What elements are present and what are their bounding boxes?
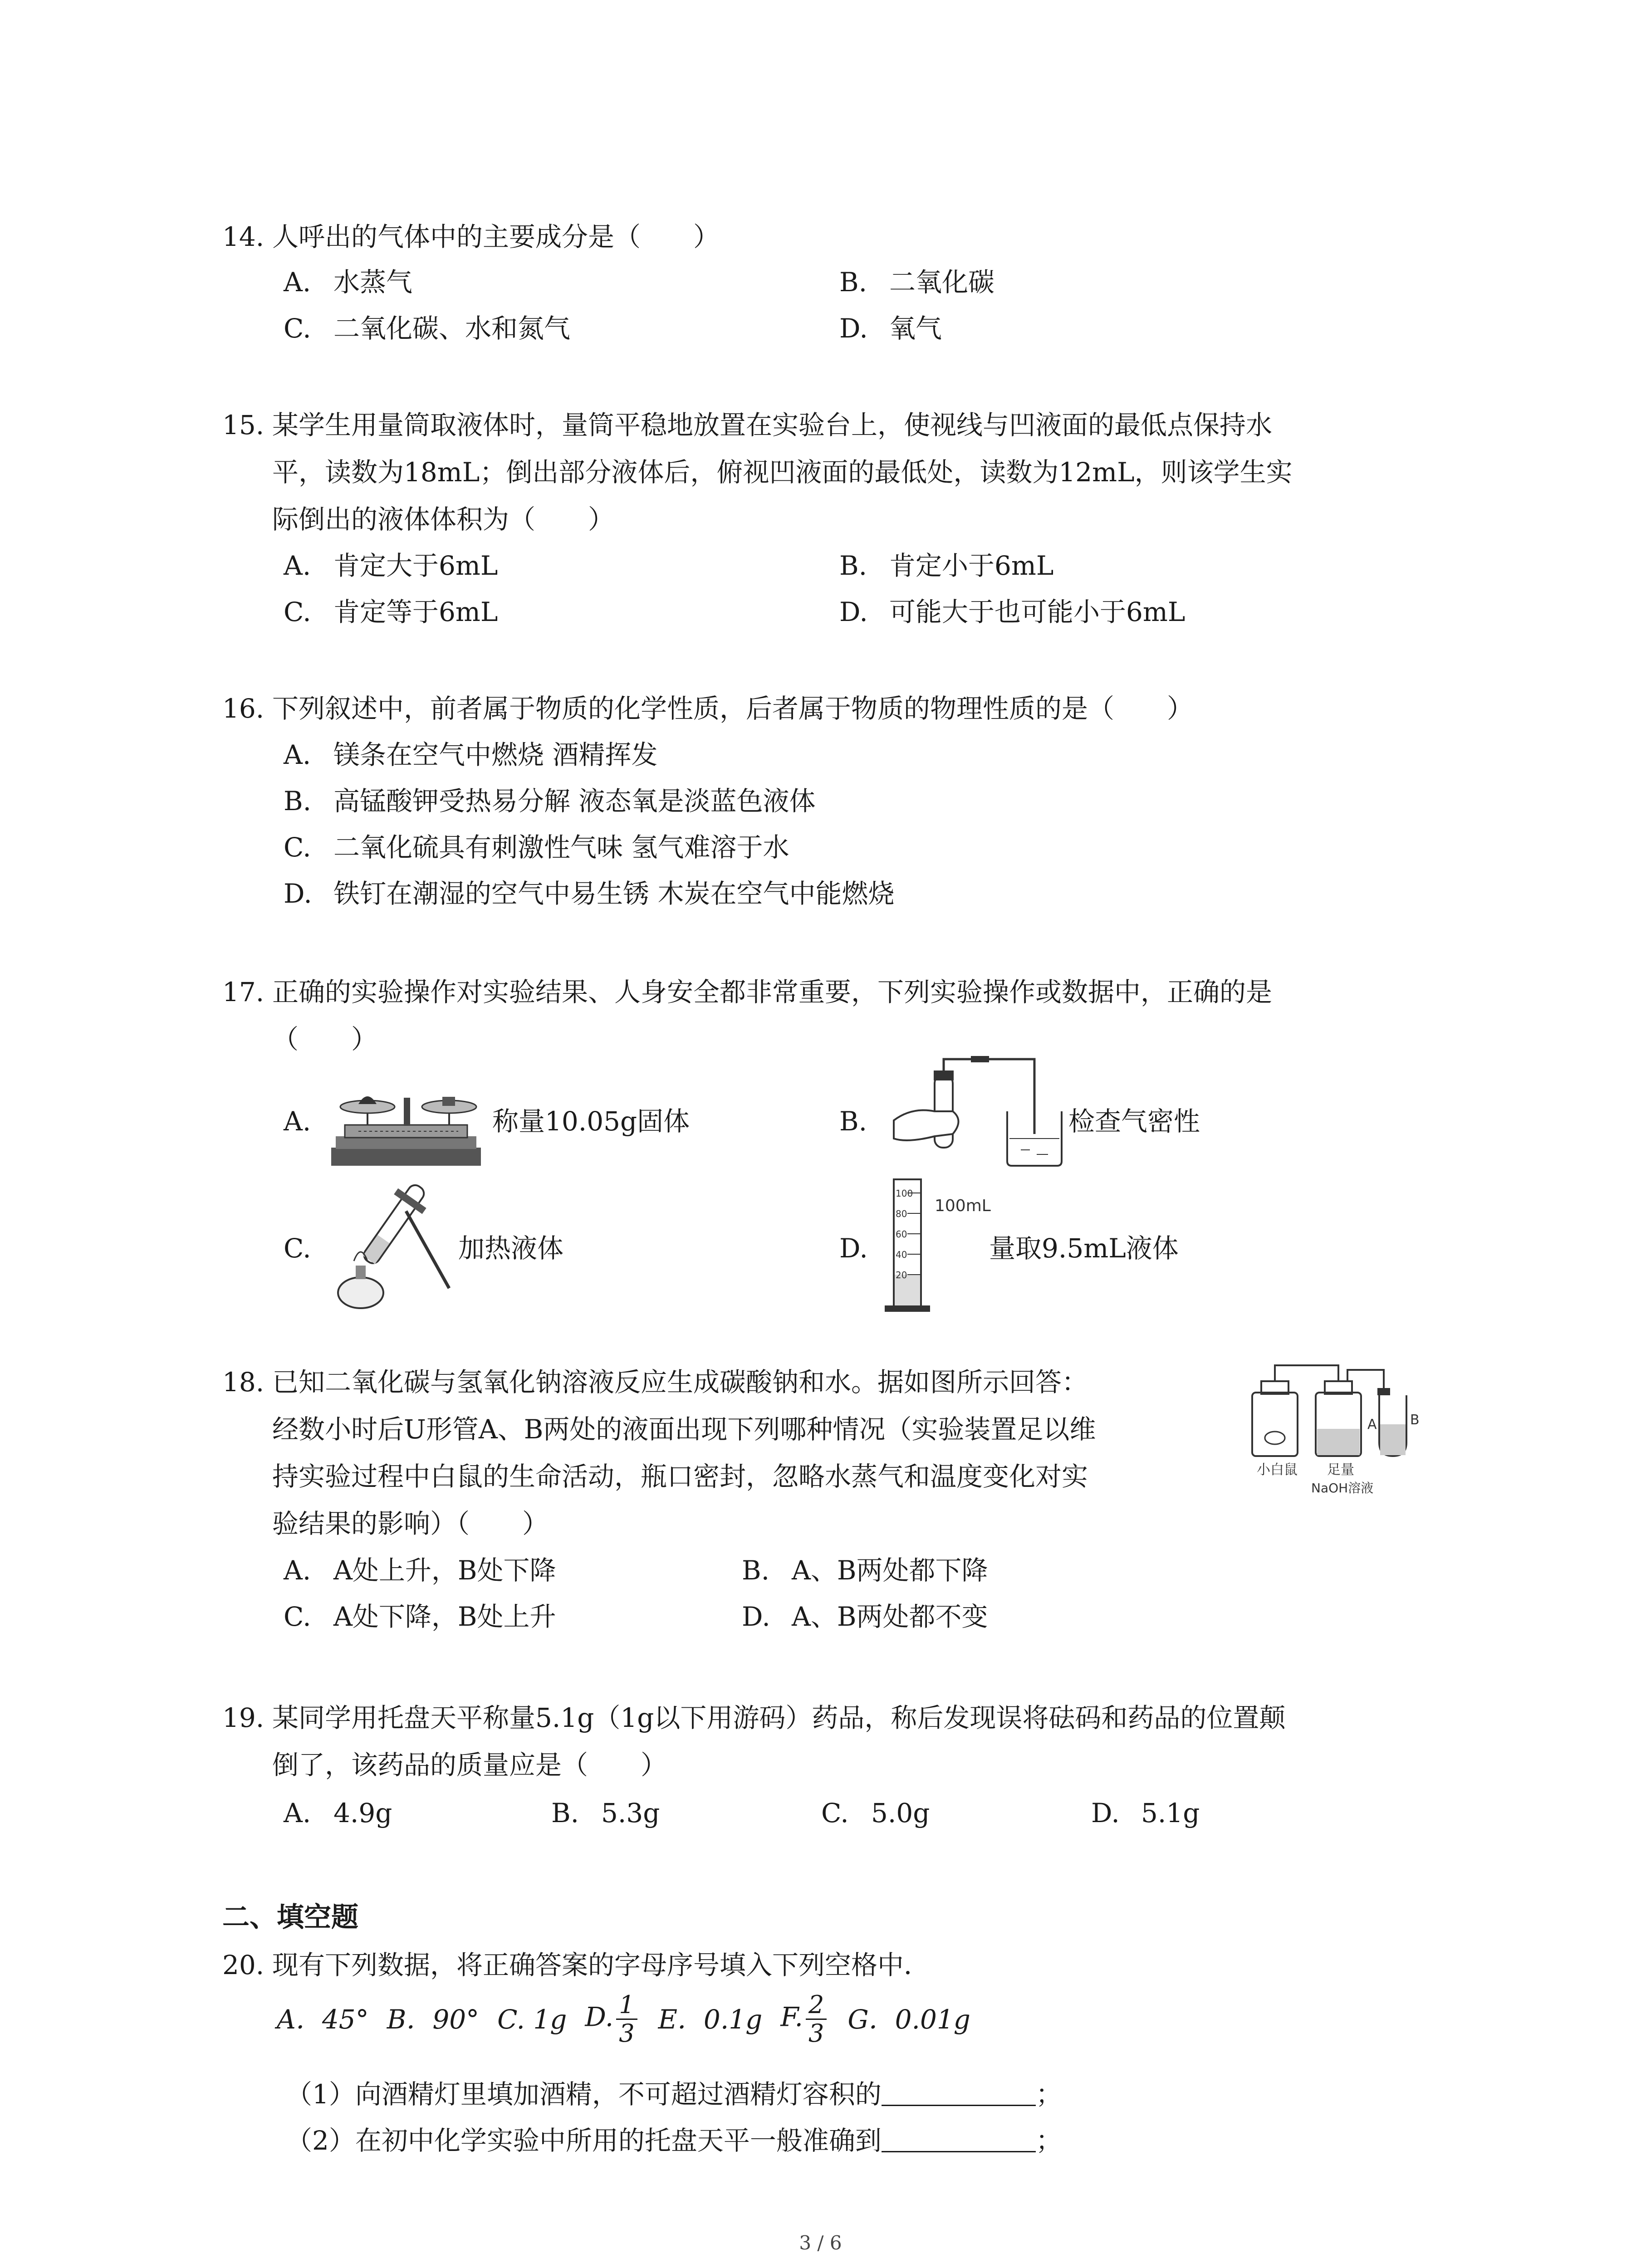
cylinder-tick-label: 80	[896, 1208, 907, 1219]
option-label: C.	[284, 313, 311, 344]
data-option-g: G．0.01g	[847, 2004, 970, 2035]
option-text: A处上升，B处下降	[333, 1555, 556, 1586]
question-stem-line: （ ）	[272, 1024, 378, 1055]
option-text: 铁钉在潮湿的空气中易生锈 木炭在空气中能燃烧	[333, 878, 895, 909]
option-label: A.	[284, 1555, 311, 1586]
option-d-label[interactable]: D.	[839, 1233, 868, 1264]
answer-blank[interactable]	[882, 2081, 1036, 2106]
option-d[interactable]	[839, 305, 942, 352]
question-stem-line: 正确的实验操作对实验结果、人身安全都非常重要，下列实验操作或数据中，正确的是	[272, 977, 1273, 1007]
option-d[interactable]	[839, 588, 1185, 635]
tube-holder-clamp	[394, 1188, 426, 1214]
option-text: 5.0g	[871, 1798, 930, 1828]
apparatus-illustration	[1248, 1356, 1447, 1506]
question-number: 16.	[222, 693, 265, 724]
option-label: C.	[284, 596, 311, 627]
option-label: A.	[284, 739, 311, 770]
option-label: D.	[839, 313, 868, 344]
option-label: B.	[839, 550, 867, 581]
option-text: A、B两处都不变	[792, 1601, 988, 1632]
option-c[interactable]	[821, 1789, 930, 1837]
weight	[442, 1097, 455, 1106]
question-stem-line: 持实验过程中白鼠的生命活动，瓶口密封，忽略水蒸气和温度变化对实	[272, 1461, 1088, 1492]
question-stem-line: 经数小时后U形管A、B两处的液面出现下列哪种情况（实验装置足以维	[272, 1414, 1096, 1445]
question-14	[222, 213, 1447, 260]
question-20	[222, 1941, 1447, 1989]
option-text: 二氧化碳、水和氮气	[333, 313, 571, 344]
option-text: 4.9g	[333, 1798, 392, 1828]
sub-question-2	[286, 2117, 1062, 2164]
cylinder-tick-label: 60	[896, 1229, 907, 1240]
option-b-text: 检查气密性	[1068, 1106, 1200, 1137]
option-text: 镁条在空气中燃烧 酒精挥发	[333, 739, 658, 770]
question-15	[222, 401, 1447, 543]
fraction-denominator: 3	[619, 2019, 635, 2048]
lamp-wick	[356, 1266, 366, 1279]
fraction-numerator: 1	[616, 1991, 637, 2020]
option-c[interactable]	[284, 824, 789, 871]
cylinder-tick-label: 20	[896, 1270, 907, 1281]
question-stem-line: 已知二氧化碳与氢氧化钠溶液反应生成碳酸钠和水。据如图所示回答：	[272, 1367, 1088, 1398]
option-a[interactable]	[284, 259, 412, 306]
option-b[interactable]	[839, 542, 1053, 589]
data-option-e: E．0.1g	[658, 2004, 763, 2035]
u-tube-liquid	[1380, 1424, 1406, 1455]
option-d[interactable]	[742, 1593, 988, 1640]
question-stem-line: 验结果的影响）（ ）	[272, 1508, 549, 1539]
graduated-cylinder-illustration	[876, 1175, 994, 1315]
semicolon: ；	[1035, 2079, 1062, 2110]
naoh-solution	[1317, 1429, 1360, 1455]
question-number: 15.	[222, 410, 265, 440]
option-a-label[interactable]: A.	[284, 1106, 311, 1137]
data-option-d	[585, 1991, 640, 2047]
option-a[interactable]	[284, 1547, 556, 1594]
question-stem: 人呼出的气体中的主要成分是（ ）	[272, 221, 720, 252]
cylinder-capacity-label: 100mL	[935, 1197, 991, 1215]
option-text: 二氧化硫具有刺激性气味 氢气难溶于水	[333, 832, 789, 863]
option-d[interactable]	[1091, 1789, 1200, 1837]
option-text: 二氧化碳	[889, 267, 995, 298]
solid-sample	[358, 1096, 377, 1104]
label-naoh-solution: NaOH溶液	[1311, 1481, 1374, 1496]
question-stem: 下列叙述中，前者属于物质的化学性质，后者属于物质的物理性质的是（ ）	[272, 693, 1194, 724]
option-c[interactable]	[284, 588, 498, 635]
tube-holder-handle	[406, 1211, 449, 1288]
semicolon: ；	[1035, 2125, 1062, 2156]
option-text: 水蒸气	[333, 267, 413, 298]
data-options-row	[277, 1991, 970, 2047]
option-b[interactable]	[551, 1789, 660, 1837]
option-b-label[interactable]: B.	[839, 1106, 867, 1137]
option-text: 肯定小于6mL	[889, 550, 1054, 581]
balance-beam	[345, 1125, 467, 1138]
sub-question-1	[286, 2071, 1062, 2118]
option-label: D.	[742, 1601, 770, 1632]
question-18	[222, 1359, 1198, 1547]
data-option-c: C. 1g	[497, 2004, 567, 2035]
label-mouse: 小白鼠	[1257, 1462, 1298, 1478]
option-text: 5.1g	[1141, 1798, 1200, 1828]
option-text: A、B两处都下降	[792, 1555, 988, 1586]
section-heading: 二、填空题	[222, 1901, 358, 1933]
label-naoh-amount: 足量	[1327, 1462, 1354, 1478]
data-option-b: B．90°	[387, 2004, 480, 2035]
hand	[894, 1110, 959, 1141]
option-b[interactable]	[742, 1547, 988, 1594]
connecting-tube	[1275, 1365, 1338, 1381]
option-text: 5.3g	[601, 1798, 660, 1828]
sub-question-text: （1）向酒精灯里填加酒精，不可超过酒精灯容积的	[286, 2079, 882, 2110]
question-16	[222, 685, 1447, 732]
label-a: A	[1367, 1417, 1377, 1432]
option-label: A.	[284, 550, 311, 581]
alcohol-lamp	[338, 1277, 383, 1308]
option-a[interactable]	[284, 542, 498, 589]
question-number: 18.	[222, 1367, 265, 1398]
option-text: 肯定等于6mL	[333, 596, 498, 627]
cylinder-tick-label: 100	[896, 1188, 913, 1199]
option-d-text: 量取9.5mL液体	[989, 1233, 1179, 1264]
fraction-denominator: 3	[808, 2019, 824, 2048]
fraction-numerator: 2	[806, 1991, 827, 2020]
fraction	[806, 1991, 827, 2047]
sub-question-text: （2）在初中化学实验中所用的托盘天平一般准确到	[286, 2125, 882, 2156]
question-number: 17.	[222, 977, 265, 1007]
answer-blank[interactable]	[882, 2127, 1036, 2152]
option-a-text: 称量10.05g固体	[492, 1106, 690, 1137]
option-a[interactable]	[284, 731, 657, 778]
option-text: 高锰酸钾受热易分解 液态氧是淡蓝色液体	[333, 786, 816, 816]
label-b: B	[1410, 1412, 1420, 1428]
rubber-stopper	[934, 1070, 954, 1080]
option-d[interactable]	[284, 870, 894, 917]
option-label: A.	[284, 1798, 311, 1828]
question-number: 19.	[222, 1702, 265, 1733]
mouse	[1265, 1432, 1285, 1444]
option-text: 可能大于也可能小于6mL	[889, 596, 1185, 627]
mouse-bottle	[1252, 1393, 1298, 1456]
balance-illustration	[327, 1057, 490, 1175]
option-a[interactable]	[284, 1789, 392, 1837]
option-label: C.	[284, 832, 311, 863]
option-label: B.	[839, 267, 867, 298]
airtightness-illustration	[885, 1052, 1066, 1188]
cylinder-tick-label: 40	[896, 1249, 907, 1260]
option-b[interactable]	[284, 777, 815, 825]
option-label: B.	[742, 1555, 770, 1586]
option-label: B.	[284, 786, 312, 816]
question-17	[222, 968, 1447, 1063]
data-option-d-label: D.	[585, 2001, 614, 2033]
question-19	[222, 1694, 1447, 1789]
cylinder-base	[885, 1305, 930, 1312]
data-option-f	[780, 1991, 829, 2047]
question-number: 20.	[222, 1950, 265, 1980]
question-stem-line: 平，读数为18mL；倒出部分液体后，俯视凹液面的最低处，读数为12mL，则该学生实	[272, 457, 1293, 488]
option-label: B.	[551, 1798, 579, 1828]
page-number: 3 / 6	[799, 2232, 842, 2254]
question-stem-line: 倒了，该药品的质量应是（ ）	[272, 1750, 667, 1780]
data-option-a: A．45°	[277, 2004, 369, 2035]
option-label: D.	[284, 878, 312, 909]
question-stem-line: 某学生用量筒取液体时，量筒平稳地放置在实验台上，使视线与凹液面的最低点保持水	[272, 410, 1273, 440]
option-c[interactable]	[284, 1593, 556, 1640]
option-c-label[interactable]: C.	[284, 1233, 311, 1264]
tube-connector	[971, 1056, 989, 1062]
heating-illustration	[327, 1179, 463, 1315]
question-stem: 现有下列数据，将正确答案的字母序号填入下列空格中．	[272, 1950, 931, 1980]
option-label: C.	[284, 1601, 311, 1632]
question-stem-line: 际倒出的液体体积为（ ）	[272, 504, 615, 535]
option-label: C.	[821, 1798, 849, 1828]
option-c[interactable]	[284, 305, 570, 352]
option-text: A处下降，B处上升	[333, 1601, 556, 1632]
question-stem-line: 某同学用托盘天平称量5.1g（1g以下用游码）药品，称后发现误将砝码和药品的位置颠	[272, 1702, 1286, 1733]
data-option-f-label: F.	[780, 2001, 803, 2033]
balance-pointer	[404, 1098, 410, 1126]
option-c-text: 加热液体	[458, 1233, 564, 1264]
option-text: 氧气	[889, 313, 942, 344]
balance-base	[331, 1148, 481, 1166]
option-label: D.	[839, 596, 868, 627]
option-label: D.	[1091, 1798, 1120, 1828]
fraction	[616, 1991, 637, 2047]
option-b[interactable]	[839, 259, 994, 306]
option-text: 肯定大于6mL	[333, 550, 498, 581]
option-label: A.	[284, 267, 311, 298]
question-number: 14.	[222, 221, 265, 252]
stopper	[1377, 1388, 1390, 1395]
